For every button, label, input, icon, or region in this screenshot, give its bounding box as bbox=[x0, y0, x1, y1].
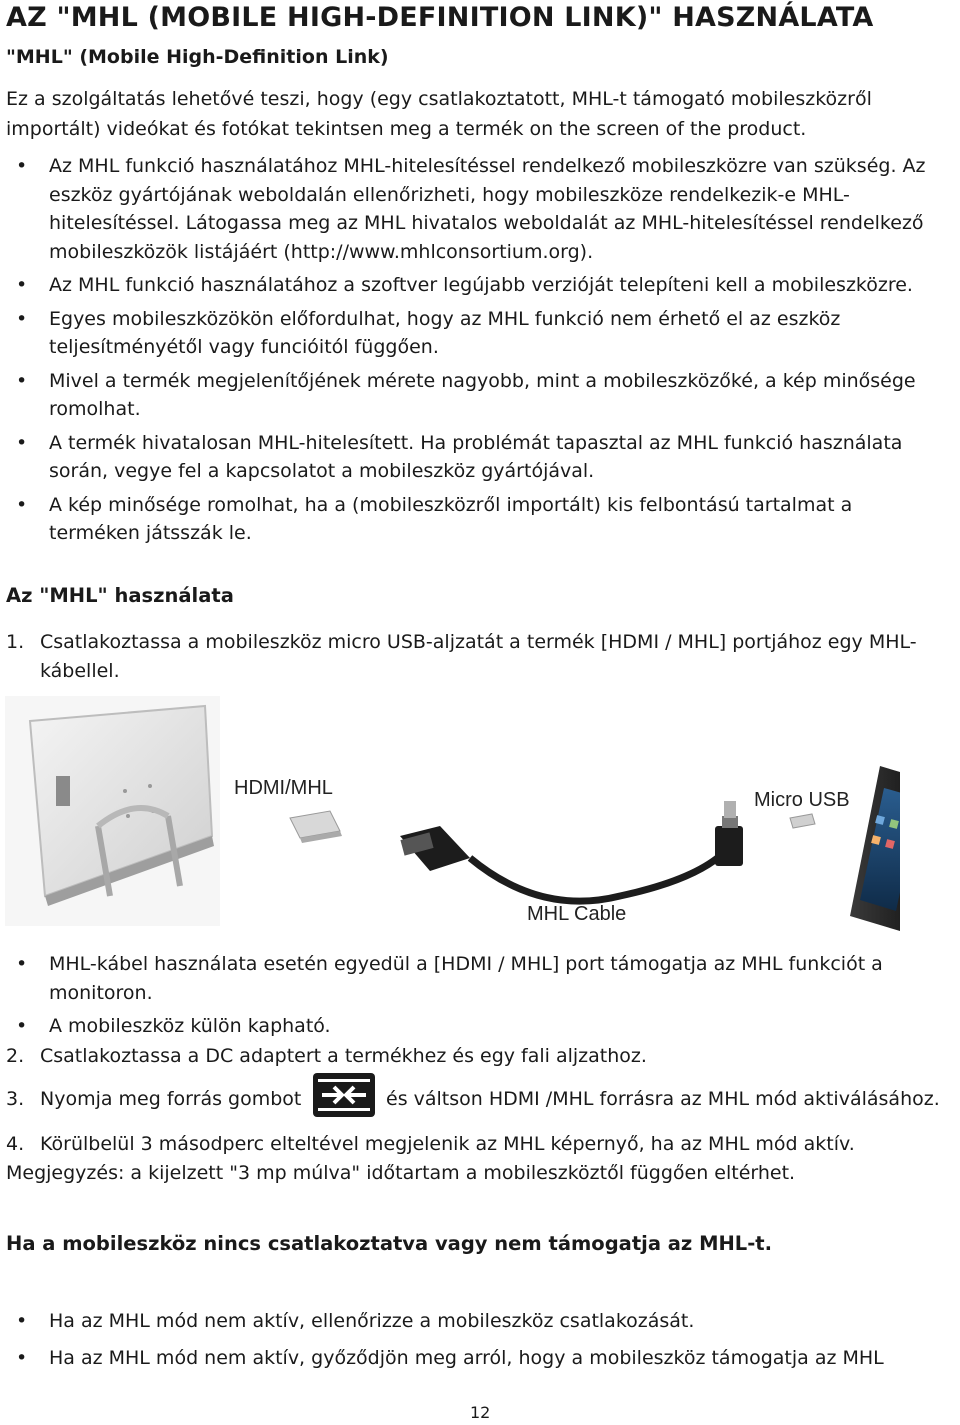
list-item: • Ha az MHL mód nem aktív, győződjön meg arról, hogy a mobileszköz támogatja az MHL bbox=[16, 1346, 884, 1369]
micro-usb-port-illustration bbox=[790, 814, 815, 828]
list-item: • Az MHL funkció használatához MHL-hitelesítéssel rendelkező mobileszközre van szükség. Az eszköz gyártójának weboldalán ellenőrizheti, hogy mobileszköze rendelkezik-e MHL-hitelesítéssel. Látogassa meg az MHL hivatalos weboldalát az MHL-hitelesítéssel rendelkező mobileszközök listájáért (http://www.mhlconsortium.org). bbox=[16, 155, 926, 263]
step-4 bbox=[6, 1130, 951, 1159]
step-number: 3. bbox=[6, 1088, 25, 1110]
hdmi-port-illustration bbox=[290, 811, 342, 843]
list-item: • MHL-kábel használata esetén egyedül a [HDMI / MHL] port támogatja az MHL funkciót a monitoron. bbox=[16, 953, 883, 1004]
step-text: Körülbelül 3 másodperc elteltével megjelenik az MHL képernyő, ha az MHL mód aktív. bbox=[40, 1133, 855, 1155]
list-item: • Az MHL funkció használatához a szoftver legújabb verzióját telepíteni kell a mobileszközre. bbox=[16, 274, 913, 296]
note-text: Megjegyzés: a kijelzett "3 mp múlva" időtartam a mobileszköztől függően eltérhet. bbox=[6, 1162, 796, 1184]
section-subtitle: "MHL" (Mobile High-Definition Link) bbox=[6, 46, 389, 68]
step-text: Csatlakoztassa a DC adaptert a termékhez és egy fali aljzathoz. bbox=[40, 1045, 647, 1067]
step-3-continuation: és váltson HDMI /MHL forrásra az MHL mód aktiválásához. bbox=[386, 1088, 940, 1110]
list-item: • A kép minősége romolhat, ha a (mobileszközről importált) kis felbontású tartalmat a terméken játsszák le. bbox=[16, 493, 853, 544]
step-number: 4. bbox=[6, 1133, 25, 1155]
step-number: 1. bbox=[6, 631, 25, 653]
mhl-connection-illustration bbox=[0, 686, 900, 936]
step-text: Csatlakoztassa a mobileszköz micro USB-aljzatát a termék [HDMI / MHL] portjához egy MHL-kábellel. bbox=[40, 631, 917, 682]
list-item: • A termék hivatalosan MHL-hitelesített. Ha problémát tapasztal az MHL funkció használata során, vegye fel a kapcsolatot a mobileszköz gyártójával. bbox=[16, 431, 903, 482]
step-number: 2. bbox=[6, 1045, 25, 1067]
hdmi-label: HDMI/MHL bbox=[234, 777, 333, 799]
intro-paragraph: Ez a szolgáltatás lehetővé teszi, hogy (egy csatlakoztatott, MHL-t támogató mobileszközről importált) videókat és fotókat tekintsen meg a termék on the screen of the product. bbox=[6, 88, 872, 140]
mhl-cable-label: MHL Cable bbox=[527, 903, 627, 925]
list-item: • A mobileszköz külön kapható. bbox=[16, 1015, 331, 1037]
monitor-illustration bbox=[5, 696, 220, 926]
step-text: Nyomja meg forrás gombot bbox=[40, 1088, 302, 1110]
requirements-list bbox=[0, 152, 945, 548]
usage-heading: Az "MHL" használata bbox=[6, 584, 234, 607]
step-2 bbox=[6, 1042, 951, 1071]
cable-notes-list bbox=[0, 950, 945, 1041]
troubleshooting-heading: Ha a mobileszköz nincs csatlakoztatva vagy nem támogatja az MHL-t. bbox=[6, 1232, 773, 1255]
step-1 bbox=[6, 628, 951, 686]
list-item: • Mivel a termék megjelenítőjének mérete nagyobb, mint a mobileszközőké, a kép minősége romolhat. bbox=[16, 369, 916, 420]
page-title: AZ "MHL (MOBILE HIGH-DEFINITION LINK)" HASZNÁLATA bbox=[6, 2, 874, 33]
list-item: • Egyes mobileszközökön előfordulhat, hogy az MHL funkció nem érhető el az eszköz teljesítményétől vagy funcióitól függően. bbox=[16, 307, 841, 358]
page-number: 12 bbox=[470, 1403, 491, 1422]
troubleshooting-list bbox=[0, 1307, 945, 1372]
source-button-icon bbox=[312, 1072, 376, 1118]
list-item: • Ha az MHL mód nem aktív, ellenőrizze a mobileszköz csatlakozását. bbox=[16, 1310, 695, 1332]
phone-illustration bbox=[850, 766, 900, 931]
micro-usb-label: Micro USB bbox=[754, 789, 850, 811]
mhl-cable-illustration bbox=[400, 801, 743, 901]
